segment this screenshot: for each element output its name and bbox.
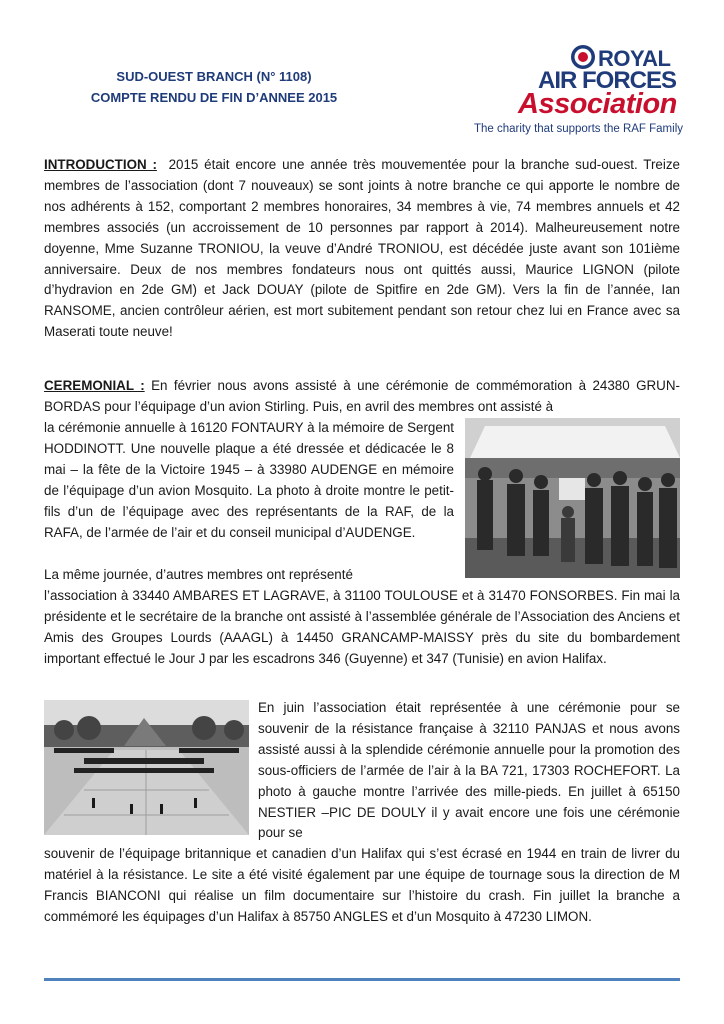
ceremonial-paragraph-3: La même journée, d’autres membres ont représenté [44,567,353,582]
logo-royal: ROYAL [598,46,671,71]
logo-association: Association [518,88,677,120]
rochefort-parade-photo [44,700,249,835]
document-title [44,66,384,108]
introduction-heading: INTRODUCTION : [44,157,157,172]
title-line-1: SUD-OUEST BRANCH (N° 1108) [116,69,312,84]
july-paragraph: souvenir de l’équipage britannique et canadien d’un Halifax qui s’est écrasé en 1944 en train de livrer du matériel à la résistance. Le site a été visité également par une équipe de tournage sous la direction de M Francis BIANCONI qui réalise un film documentaire sur l’histoire du crash. Fin juillet la branche a commémoré les équipages d’un Halifax à 85750 ANGLES et d’un Mosquito à 47230 LIMON. [44,846,680,924]
title-line-2: COMPTE RENDU DE FIN D’ANNEE 2015 [90,90,338,105]
introduction-text: 2015 était encore une année très mouvementée pour la branche sud-ouest. Treize membres de l’association (dont 7 nouveaux) se sont joints à notre branche ce qui apporte le nombre de nos adhérents à 152, comportant 2 membres honoraires, 34 membres à vie, 74 membres annuels et 42 membres associés (un accroissement de 10 personnes par rapport à 2014). Malheureusement notre doyenne, Mme Suzanne TRONIOU, la veuve d’André TRONIOU, est décédée juste avant son 101ième anniversaire. Deux de nos membres fondateurs nous ont quittés aussi, Maurice LIGNON (pilote d’hydravion en 2de GM) et Jack DOUAY (pilote de Spitfire en 2de GM). Vers la fin de l’année, Ian RANSOME, ancien contrôleur aérien, est mort subitement pendant son retour chez lui en France avec sa Maserati toute neuve! [44,157,680,340]
footer-rule [44,978,680,981]
logo-tagline: The charity that supports the RAF Family [474,123,683,135]
ceremonial-heading: CEREMONIAL : [44,378,145,393]
ceremonial-paragraph-1 [44,376,680,418]
ceremonial-paragraph-4: l’association à 33440 AMBARES ET LAGRAVE, à 31100 TOULOUSE et à 31470 FONSORBES. Fin mai la présidente et le secrétaire de la branche ont assisté à l’assemblée générale de l’Association des Anciens et Amis des Groupes Lourds (AAAGL) à 14450 GRANCAMP-MAISSY près du site du bombardement important effectué le Jour J par les escadrons 346 (Guyenne) et 347 (Tunisie) en avion Halifax. [44,588,680,666]
audenge-ceremony-photo [465,418,680,578]
rafa-logo [420,40,683,140]
june-paragraph: En juin l’association était représentée à une cérémonie pour se souvenir de la résistance française à 32110 PANJAS et nous avons assisté aussi à la splendide cérémonie annuelle pour la promotion des sous-officiers de l’armée de l’air à la BA 721, 17303 ROCHEFORT. La photo à gauche montre l’arrivée des mille-pieds. En juillet à 65150 NESTIER –PIC DE DOULY il y avait encore une fois une cérémonie pour se [258,700,680,841]
ceremonial-text-1: En février nous avons assisté à une cérémonie de commémoration à 24380 GRUN-BORDAS pour l’équipage d’un avion Stirling. Puis, en avril des membres ont assisté à [44,378,680,414]
logo-air-forces: AIR FORCES [538,67,677,94]
ceremonial-paragraph-2: la cérémonie annuelle à 16120 FONTAURY à la mémoire de Sergent HODDINOTT. Une nouvelle plaque a été dressée et dédicacée le 8 mai – la fête de la Victoire 1945 – à 33980 AUDENGE en mémoire de l’équipage d’un avion Mosquito. La photo à droite montre le petit-fils d’un de l’équipage avec des représentants de la RAF, de la RAFA, de l’armée de l’air et du conseil municipal d’AUDENGE. [44,420,454,540]
introduction-paragraph [44,155,680,343]
